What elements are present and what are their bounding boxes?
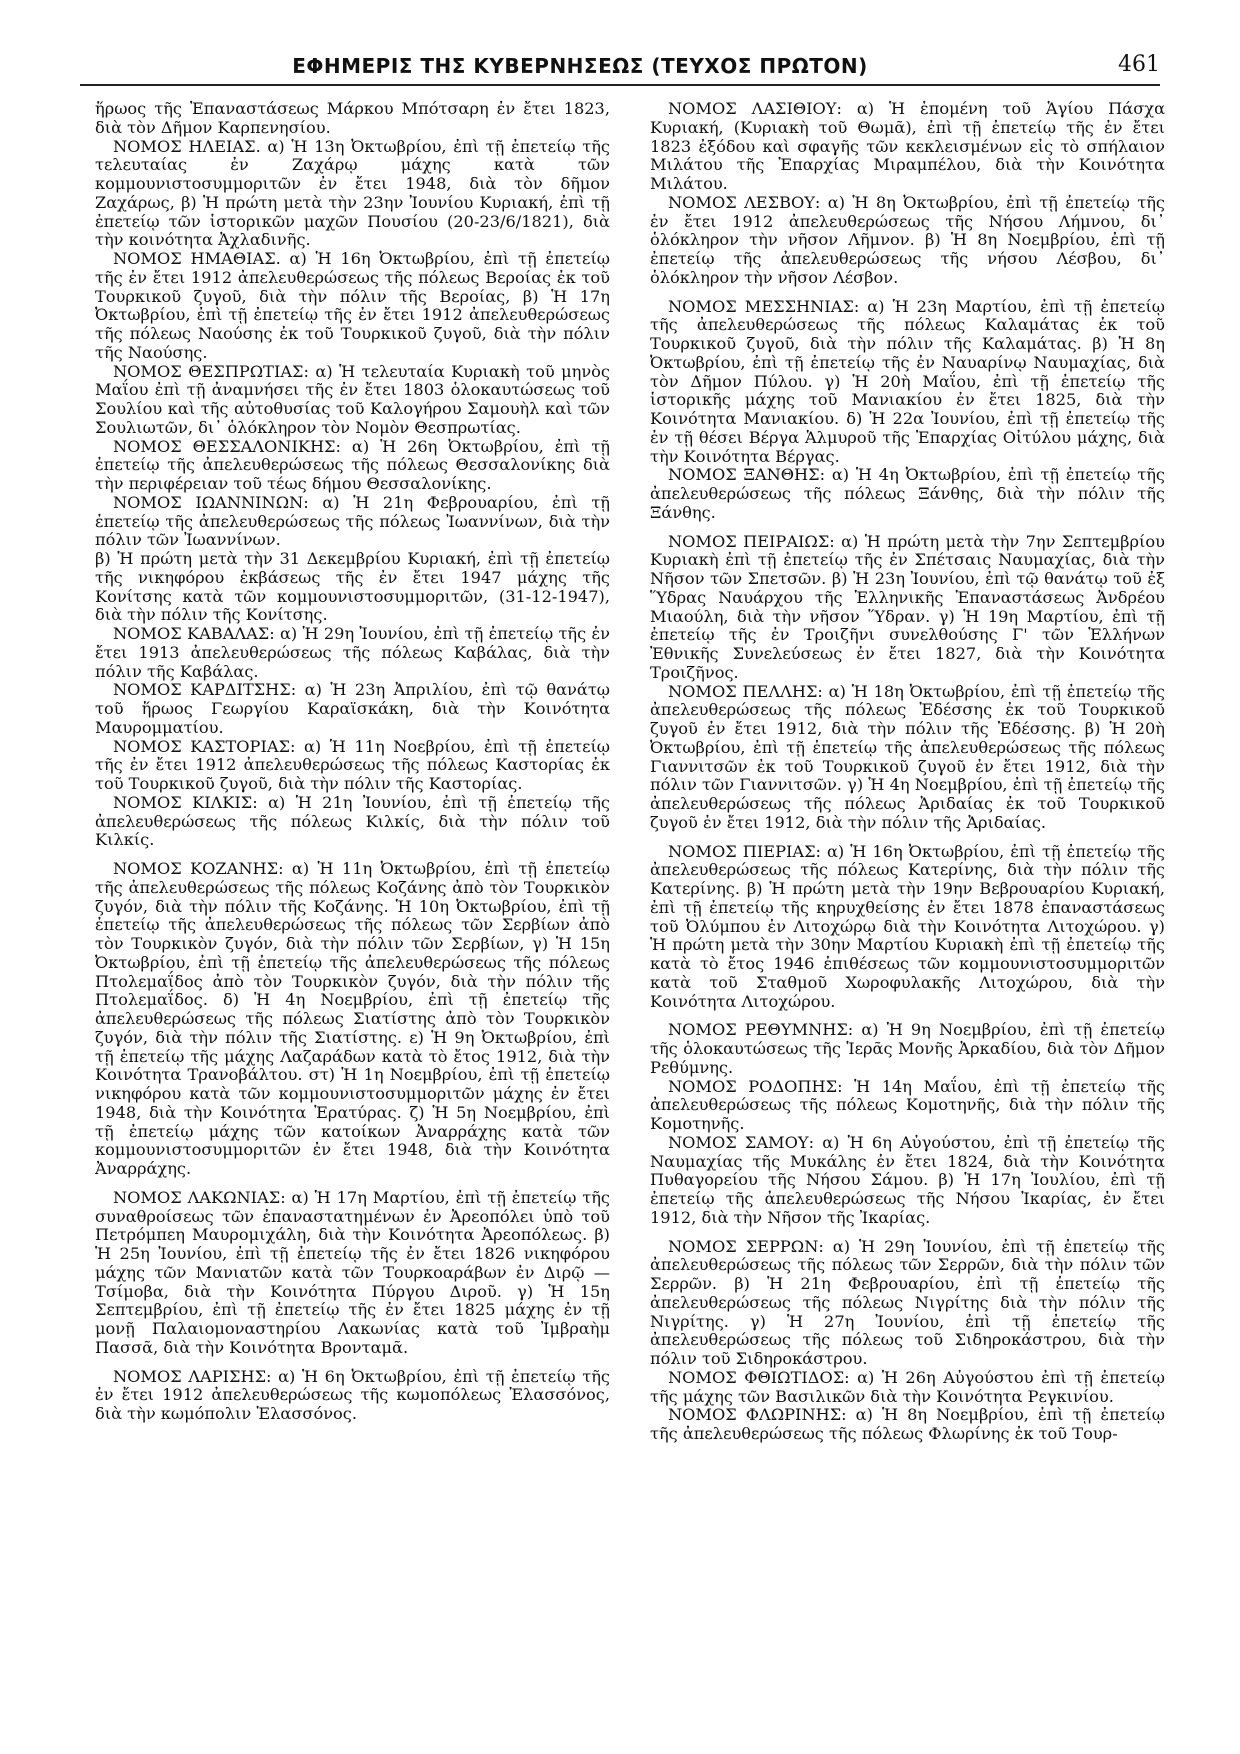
decree-paragraph: ΝΟΜΟΣ ΗΛΕΙΑΣ. α) Ἡ 13η Ὀκτωβρίου, ἐπὶ τῇ ἐπετείῳ τῆς τελευταίας ἐν Ζαχάρῳ μάχης κατὰ τῶν κομμουνιστοσυμμοριτῶν ἐν ἔτει 1948, διὰ τὸν δῆμον Ζαχάρως, β) Ἡ πρώτη μετὰ τὴν 23ην Ἰουνίου Κυριακή, ἐπὶ τῇ ἐπετείῳ τῶν ἱστορικῶν μαχῶν Πουσίου (20-23/6/1821), διὰ τὴν κοινότητα Ἀχλαδινῆς. — [95, 136, 610, 250]
decree-paragraph: ΝΟΜΟΣ ΠΙΕΡΙΑΣ: α) Ἡ 16η Ὀκτωβρίου, ἐπὶ τῇ ἐπετείῳ τῆς ἀπελευθερώσεως τῆς πόλεως Κατερίνης, διὰ τὴν πόλιν τῆς Κατερίνης. β) Ἡ πρώτη μετὰ τὴν 19ην Βεβρουαρίου Κυριακή, ἐπὶ τῇ ἐπετείῳ τῆς κηρυχθείσης ἐν ἔτει 1878 ἐπαναστάσεως τοῦ Ὀλύμπου ἐν Λιτοχώρῳ διὰ τὴν Κοινότητα Λιτοχώρου. γ) Ἡ πρώτη μετὰ τὴν 30ην Μαρτίου Κυριακὴ ἐπὶ τῇ ἐπετείῳ τῆς κατὰ τὸ ἔτος 1946 ἐπιθέσεως τῶν κομμουνιστοσυμμοριτῶν κατὰ τοῦ Σταθμοῦ Χωροφυλακῆς Λιτοχώρου, διὰ τὴν Κοινότητα Λιτοχώρου. — [650, 841, 1165, 1011]
header-rule — [80, 84, 1160, 86]
right-column — [650, 100, 1165, 1720]
decree-paragraph: ΝΟΜΟΣ ΛΑΡΙΣΗΣ: α) Ἡ 6η Ὀκτωβρίου, ἐπὶ τῇ ἐπετείῳ τῆς ἐν ἔτει 1912 ἀπελευθερώσεως τῆς κωμοπόλεως Ἐλασσόνος, διὰ τὴν κωμόπολιν Ἐλασσόνος. — [95, 1366, 610, 1423]
decree-paragraph: ΝΟΜΟΣ ΘΕΣΣΑΛΟΝΙΚΗΣ: α) Ἡ 26η Ὀκτωβρίου, ἐπὶ τῇ ἐπετείῳ τῆς ἀπελευθερώσεως τῆς πόλεως Θεσσαλονίκης διὰ τὴν περιφέρειαν τοῦ τέως δήμου Θεσσαλονίκης. — [95, 436, 610, 493]
decree-paragraph: ΝΟΜΟΣ ΡΕΘΥΜΝΗΣ: α) Ἡ 9η Νοεμβρίου, ἐπὶ τῇ ἐπετείῳ τῆς ὁλοκαυτώσεως τῆς Ἱερᾶς Μονῆς Ἀρκαδίου, διὰ τὸν Δῆμον Ρεθύμνης. — [650, 1020, 1165, 1077]
decree-paragraph: ΝΟΜΟΣ ΦΛΩΡΙΝΗΣ: α) Ἡ 8η Νοεμβρίου, ἐπὶ τῇ ἐπετείῳ τῆς ἀπελευθερώσεως τῆς πόλεως Φλωρίνης ἐκ τοῦ Τουρ- — [650, 1405, 1165, 1443]
decree-paragraph: ΝΟΜΟΣ ΞΑΝΘΗΣ: α) Ἡ 4η Ὀκτωβρίου, ἐπὶ τῇ ἐπετείῳ τῆς ἀπελευθερώσεως τῆς πόλεως Ξάνθης, διὰ τὴν πόλιν τῆς Ξάνθης. — [650, 465, 1165, 522]
decree-paragraph: ΝΟΜΟΣ ΘΕΣΠΡΩΤΙΑΣ: α) Ἡ τελευταία Κυριακὴ τοῦ μηνὸς Μαΐου ἐπὶ τῇ ἀναμνήσει τῆς ἐν ἔτει 1803 ὁλοκαυτώσεως τοῦ Σουλίου καὶ τῆς αὐτοθυσίας τοῦ Καλογήρου Σαμουὴλ καὶ τῶν Σουλιωτῶν, δι᾽ ὁλόκληρον τὸν Νομὸν Θεσπρωτίας. — [95, 361, 610, 437]
decree-paragraph: ΝΟΜΟΣ ΛΑΣΙΘΙΟΥ: α) Ἡ ἑπομένη τοῦ Ἁγίου Πάσχα Κυριακή, (Κυριακὴ τοῦ Θωμᾶ), ἐπὶ τῇ ἐπετείῳ τῆς ἐν ἔτει 1823 ἐξόδου καὶ σφαγῆς τῶν κεκλεισμένων εἰς τὸ σπήλαιον Μιλάτου τῆς Ἐπαρχίας Μιραμπέλου, διὰ τὴν Κοινότητα Μιλάτου. — [650, 100, 1165, 193]
decree-paragraph: ΝΟΜΟΣ ΚΑΣΤΟΡΙΑΣ: α) Ἡ 11η Νοεβρίου, ἐπὶ τῇ ἐπετείῳ τῆς ἐν ἔτει 1912 ἀπελευθερώσεως τῆς πόλεως Καστορίας ἐκ τοῦ Τουρκικοῦ ζυγοῦ, διὰ τὴν πόλιν τῆς Καστορίας. — [95, 736, 610, 793]
decree-paragraph: ΝΟΜΟΣ ΠΕΙΡΑΙΩΣ: α) Ἡ πρώτη μετὰ τὴν 7ην Σεπτεμβρίου Κυριακὴ ἐπὶ τῇ ἐπετείῳ τῆς ἐν Σπέτσαις Ναυμαχίας, διὰ τὴν Νῆσον τῶν Σπετσῶν. β) Ἡ 23η Ἰουνίου, ἐπὶ τῷ θανάτῳ τοῦ ἐξ Ὕδρας Ναυάρχου τῆς Ἑλληνικῆς Ἐπαναστάσεως Ἀνδρέου Μιαούλη, διὰ τὴν νῆσον Ὕδραν. γ) Ἡ 19η Μαρτίου, ἐπὶ τῇ ἐπετείῳ τῆς ἐν Τροιζῆνι συνελθούσης Γ' τῶν Ἑλλήνων Ἐθνικῆς Συνελεύσεως ἐν ἔτει 1827, διὰ τὴν Κοινότητα Τροιζῆνος. — [650, 531, 1165, 682]
decree-paragraph: ΝΟΜΟΣ ΗΜΑΘΙΑΣ. α) Ἡ 16η Ὀκτωβρίου, ἐπὶ τῇ ἐπετείῳ τῆς ἐν ἔτει 1912 ἀπελευθερώσεως τῆς πόλεως Βεροίας ἐκ τοῦ Τουρκικοῦ ζυγοῦ, διὰ τὴν πόλιν τῆς Βεροίας, β) Ἡ 17η Ὀκτωβρίου, ἐπὶ τῇ ἐπετείῳ τῆς ἐν ἔτει 1912 ἀπελευθερώσεως τῆς πόλεως Ναούσης ἐκ τοῦ Τουρκικοῦ ζυγοῦ, διὰ τὴν πόλιν τῆς Ναούσης. — [95, 249, 610, 362]
decree-paragraph: ΝΟΜΟΣ ΣΕΡΡΩΝ: α) Ἡ 29η Ἰουνίου, ἐπὶ τῇ ἐπετείῳ τῆς ἀπελευθερώσεως τῆς πόλεως τῶν Σερρῶν, διὰ τὴν πόλιν τῶν Σερρῶν. β) Ἡ 21η Φεβρουαρίου, ἐπὶ τῇ ἐπετείῳ τῆς ἀπελευθερώσεως τῆς πόλεως Νιγρίτης διὰ τὴν πόλιν τῆς Νιγρίτης. γ) Ἡ 27η Ἰουνίου, ἐπὶ τῇ ἐπετείῳ τῆς ἀπελευθερώσεως τῆς πόλεως τοῦ Σιδηροκάστρου, διὰ τὴν πόλιν τοῦ Σιδηροκάστρου. — [650, 1236, 1165, 1368]
decree-paragraph: ΝΟΜΟΣ ΡΟΔΟΠΗΣ: Ἡ 14η Μαΐου, ἐπὶ τῇ ἐπετείῳ τῆς ἀπελευθερώσεως τῆς πόλεως Κομοτηνῆς, διὰ τὴν πόλιν τῆς Κομοτηνῆς. — [650, 1076, 1165, 1133]
decree-paragraph: ΝΟΜΟΣ ΛΑΚΩΝΙΑΣ: α) Ἡ 17η Μαρτίου, ἐπὶ τῇ ἐπετείῳ τῆς συναθροίσεως τῶν ἐπαναστατημένων ἐν Ἀρεοπόλει ὑπὸ τοῦ Πετρόμπεη Μαυρομιχάλη, διὰ τὴν Κοινότητα Ἀρεοπόλεως. β) Ἡ 25η Ἰουνίου, ἐπὶ τῇ ἐπετείῳ τῆς ἐν ἔτει 1826 νικηφόρου μάχης τῶν Μανιατῶν κατὰ τῶν Τουρκοαράβων ἐν Διρῷ — Τσίμοβα, διὰ τὴν Κοινότητα Πύργου Διροῦ. γ) Ἡ 15η Σεπτεμβρίου, ἐπὶ τῇ ἐπετείῳ τῆς ἐν ἔτει 1825 μάχης ἐν τῇ μονῇ Παλαιομοναστηρίου Λακωνίας κατὰ τοῦ Ἰμβραὴμ Πασσᾶ, διὰ τὴν Κοινότητα Βρονταμᾶ. — [95, 1187, 610, 1357]
decree-paragraph: ΝΟΜΟΣ ΣΑΜΟΥ: α) Ἡ 6η Αὐγούστου, ἐπὶ τῇ ἐπετείῳ τῆς Ναυμαχίας τῆς Μυκάλης ἐν ἔτει 1824, διὰ τὴν Κοινότητα Πυθαγορείου τῆς Νήσου Σάμου. β) Ἡ 17η Ἰουλίου, ἐπὶ τῇ ἐπετείῳ τῆς ἀπελευθερώσεως τῆς Νήσου Ἰκαρίας, ἐν ἔτει 1912, διὰ τὴν Νῆσον τῆς Ἰκαρίας. — [650, 1132, 1165, 1227]
page-header — [80, 44, 1160, 84]
decree-paragraph: β) Ἡ πρώτη μετὰ τὴν 31 Δεκεμβρίου Κυριακή, ἐπὶ τῇ ἐπετείῳ τῆς νικηφόρου ἐκβάσεως τῆς ἐν ἔτει 1947 μάχης τῆς Κονίτσης κατὰ τῶν κομμουνιστοσυμμοριτῶν, (31-12-1947), διὰ τὴν πόλιν τῆς Κονίτσης. — [95, 549, 610, 625]
decree-paragraph: ΝΟΜΟΣ ΠΕΛΛΗΣ: α) Ἡ 18η Ὀκτωβρίου, ἐπὶ τῇ ἐπετείῳ τῆς ἀπελευθερώσεως τῆς πόλεως Ἐδέσσης ἐκ τοῦ Τουρκικοῦ ζυγοῦ ἐν ἔτει 1912, διὰ τὴν πόλιν τῆς Ἐδέσσης. β) Ἡ 20ὴ Ὀκτωβρίου, ἐπὶ τῇ ἐπετείῳ τῆς ἀπελευθερώσεως τῆς πόλεως Γιαννιτσῶν ἐκ τοῦ Τουρκικοῦ ζυγοῦ ἐν ἔτει 1912, διὰ τὴν πόλιν τῶν Γιαννιτσῶν. γ) Ἡ 4η Νοεμβρίου, ἐπὶ τῇ ἐπετείῳ τῆς ἀπελευθερώσεως τῆς πόλεως Ἀριδαίας ἐκ τοῦ Τουρκικοῦ ζυγοῦ ἐν ἔτει 1912, διὰ τὴν πόλιν τῆς Ἀριδαίας. — [650, 681, 1165, 832]
decree-paragraph: ΝΟΜΟΣ ΚΟΖΑΝΗΣ: α) Ἡ 11η Ὀκτωβρίου, ἐπὶ τῇ ἐπετείῳ τῆς ἀπελευθερώσεως τῆς πόλεως Κοζάνης ἀπὸ τὸν Τουρκικὸν ζυγόν, διὰ τὴν πόλιν τῆς Κοζάνης. Ἡ 10η Ὀκτωβρίου, ἐπὶ τῇ ἐπετείῳ τῆς ἀπελευθερώσεως τῆς πόλεως τῶν Σερβίων ἀπὸ τὸν Τουρκικὸν ζυγόν, διὰ τὴν πόλιν τῶν Σερβίων, γ) Ἡ 15η Ὀκτωβρίου, ἐπὶ τῇ ἐπετείῳ τῆς ἀπελευθερώσεως τῆς πόλεως Πτολεμαΐδος ἀπὸ τὸν Τουρκικὸν ζυγόν, διὰ τὴν πόλιν τῆς Πτολεμαΐδος. δ) Ἡ 4η Νοεμβρίου, ἐπὶ τῇ ἐπετείῳ τῆς ἀπελευθερώσεως τῆς πόλεως Σιατίστης ἀπὸ τὸν Τουρκικὸν ζυγόν, διὰ τὴν πόλιν τῆς Σιατίστης. ε) Ἡ 9η Ὀκτωβρίου, ἐπὶ τῇ ἐπετείῳ τῆς μάχης Λαζαράδων κατὰ τὸ ἔτος 1912, διὰ τὴν Κοινότητα Τρανοβάλτου. στ) Ἡ 1η Νοεμβρίου, ἐπὶ τῇ ἐπετείῳ νικηφόρου κατὰ τῶν κομμουνιστοσυμμοριτῶν μάχης ἐν ἔτει 1948, διὰ τὴν Κοινότητα Ἐρατύρας. ζ) Ἡ 5η Νοεμβρίου, ἐπὶ τῇ ἐπετείῳ μάχης τῶν κατοίκων Ἀναρράχης κατὰ τῶν κομμουνιστοσυμμοριτῶν ἐν ἔτει 1948, διὰ τὴν Κοινότητα Ἀναρράχης. — [95, 859, 610, 1178]
left-column — [95, 100, 610, 1720]
decree-paragraph: ΝΟΜΟΣ ΚΑΡΔΙΤΣΗΣ: α) Ἡ 23η Ἀπριλίου, ἐπὶ τῷ θανάτῳ τοῦ ἥρωος Γεωργίου Καραϊσκάκη, διὰ τὴν Κοινότητα Μαυρομματίου. — [95, 680, 610, 737]
gazette-title: ΕΦΗΜΕΡΙΣ ΤΗΣ ΚΥΒΕΡΝΗΣΕΩΣ (ΤΕΥΧΟΣ ΠΡΩΤΟΝ) — [292, 54, 868, 78]
decree-paragraph: ΝΟΜΟΣ ΦΘΙΩΤΙΔΟΣ: α) Ἡ 26η Αὐγούστου ἐπὶ τῇ ἐπετείῳ τῆς μάχης τῶν Βασιλικῶν διὰ τὴν Κοινότητα Ρεγκινίου. — [650, 1367, 1165, 1406]
decree-paragraph: ΝΟΜΟΣ ΚΙΛΚΙΣ: α) Ἡ 21η Ἰουνίου, ἐπὶ τῇ ἐπετείῳ τῆς ἀπελευθερώσεως τῆς πόλεως Κιλκίς, διὰ τὴν πόλιν τοῦ Κιλκίς. — [95, 792, 610, 850]
decree-paragraph: ΝΟΜΟΣ ΛΕΣΒΟΥ: α) Ἡ 8η Ὀκτωβρίου, ἐπὶ τῇ ἐπετείῳ τῆς ἐν ἔτει 1912 ἀπελευθερώσεως τῆς Νήσου Λήμνου, δι᾽ ὁλόκληρον τὴν νῆσον Λῆμνον. β) Ἡ 8η Νοεμβρίου, ἐπὶ τῇ ἐπετείῳ τῆς ἀπελευθερώσεως τῆς νήσου Λέσβου, δι᾽ ὁλόκληρον τὴν νῆσον Λέσβον. — [650, 192, 1165, 287]
decree-paragraph: ΝΟΜΟΣ ΙΩΑΝΝΙΝΩΝ: α) Ἡ 21η Φεβρουαρίου, ἐπὶ τῇ ἐπετείῳ τῆς ἀπελευθερώσεως τῆς πόλεως Ἰωαννίνων, διὰ τὴν πόλιν τῶν Ἰωαννίνων. — [95, 492, 610, 550]
decree-paragraph: ΝΟΜΟΣ ΚΑΒΑΛΑΣ: α) Ἡ 29η Ἰουνίου, ἐπὶ τῇ ἐπετείῳ τῆς ἐν ἔτει 1913 ἀπελευθερώσεως τῆς πόλεως Καβάλας, διὰ τὴν πόλιν τῆς Καβάλας. — [95, 624, 610, 681]
page-number: 461 — [1118, 52, 1160, 77]
decree-paragraph: ΝΟΜΟΣ ΜΕΣΣΗΝΙΑΣ: α) Ἡ 23η Μαρτίου, ἐπὶ τῇ ἐπετείῳ τῆς ἀπελευθερώσεως τῆς πόλεως Καλαμάτας ἐκ τοῦ Τουρκικοῦ ζυγοῦ, διὰ τὴν πόλιν τῆς Καλαμάτας. β) Ἡ 8η Ὀκτωβρίου, ἐπὶ τῇ ἐπετείῳ τῆς ἐν Ναυαρίνῳ Ναυμαχίας, διὰ τὸν Δῆμον Πύλου. γ) Ἡ 20ὴ Μαΐου, ἐπὶ τῇ ἐπετείῳ τῆς ἱστορικῆς μάχης τοῦ Μανιακίου ἐν ἔτει 1825, διὰ τὴν Κοινότητα Μανιακίου. δ) Ἡ 22α Ἰουνίου, ἐπὶ τῇ ἐπετείῳ τῆς ἐν τῇ θέσει Βέργα Ἁλμυροῦ τῆς Ἐπαρχίας Οἰτύλου μάχης, διὰ τὴν Κοινότητα Βέργας. — [650, 296, 1165, 466]
decree-paragraph: ἥρωος τῆς Ἐπαναστάσεως Μάρκου Μπότσαρη ἐν ἔτει 1823, διὰ τὸν Δῆμον Καρπενησίου. — [95, 100, 610, 137]
